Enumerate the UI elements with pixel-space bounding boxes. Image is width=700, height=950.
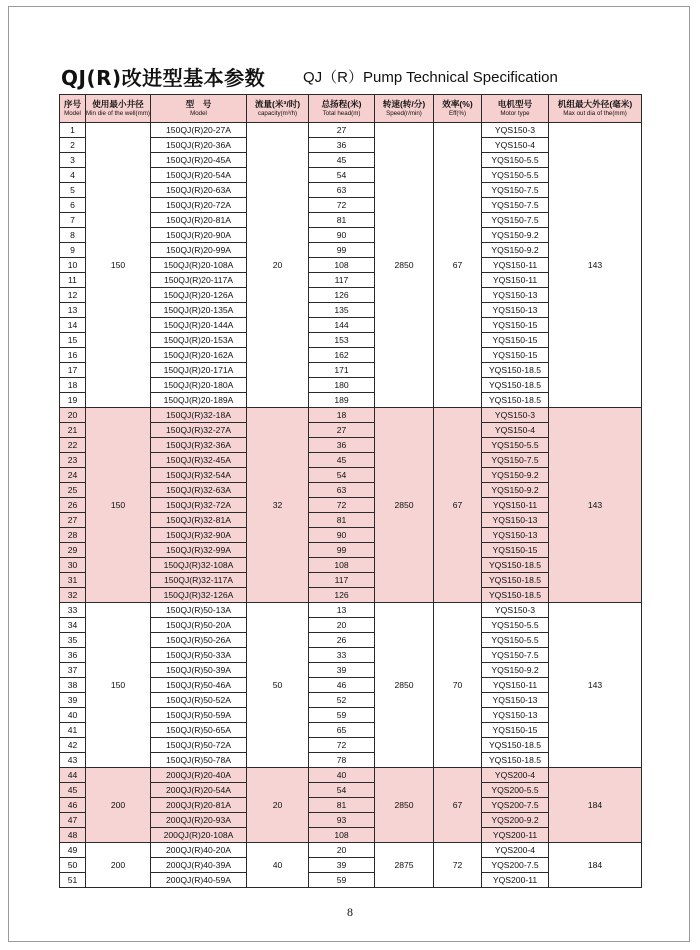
header-cn: 序号 <box>63 99 82 110</box>
cell-total-head: 126 <box>309 288 375 303</box>
cell-model: 150QJ(R)20-108A <box>151 258 247 273</box>
cell-motor-type: YQS200-4 <box>482 843 549 858</box>
cell-index: 11 <box>60 273 86 288</box>
cell-total-head: 36 <box>309 138 375 153</box>
cell-model: 200QJ(R)20-54A <box>151 783 247 798</box>
cell-motor-type: YQS150-4 <box>482 138 549 153</box>
header-row <box>60 95 642 123</box>
cell-total-head: 72 <box>309 498 375 513</box>
header-cn: 总扬程(米) <box>321 99 362 110</box>
cell-motor-type: YQS200-9.2 <box>482 813 549 828</box>
cell-index: 14 <box>60 318 86 333</box>
cell-model: 150QJ(R)20-99A <box>151 243 247 258</box>
cell-index: 49 <box>60 843 86 858</box>
cell-index: 17 <box>60 363 86 378</box>
cell-model: 150QJ(R)20-54A <box>151 168 247 183</box>
cell-index: 34 <box>60 618 86 633</box>
table-row <box>60 768 642 783</box>
cell-min-well: 150 <box>86 603 151 768</box>
header-en: Motor type <box>500 109 530 117</box>
cell-index: 19 <box>60 393 86 408</box>
cell-total-head: 36 <box>309 438 375 453</box>
page-number: 8 <box>347 905 353 919</box>
cell-motor-type: YQS150-5.5 <box>482 438 549 453</box>
cell-motor-type: YQS150-18.5 <box>482 378 549 393</box>
cell-motor-type: YQS150-3 <box>482 603 549 618</box>
cell-model: 150QJ(R)50-65A <box>151 723 247 738</box>
cell-model: 150QJ(R)32-45A <box>151 453 247 468</box>
cell-model: 150QJ(R)20-180A <box>151 378 247 393</box>
cell-max-dia: 184 <box>549 768 642 843</box>
cell-index: 16 <box>60 348 86 363</box>
cell-model: 150QJ(R)20-135A <box>151 303 247 318</box>
cell-motor-type: YQS150-15 <box>482 543 549 558</box>
cell-model: 150QJ(R)20-144A <box>151 318 247 333</box>
cell-model: 150QJ(R)50-13A <box>151 603 247 618</box>
cell-efficiency: 70 <box>434 603 482 768</box>
page-title-english: QJ（R）Pump Technical Specification <box>303 69 558 86</box>
cell-model: 150QJ(R)50-20A <box>151 618 247 633</box>
cell-motor-type: YQS150-13 <box>482 288 549 303</box>
cell-motor-type: YQS150-18.5 <box>482 738 549 753</box>
header-en: Model <box>64 109 81 117</box>
cell-index: 5 <box>60 183 86 198</box>
page-title-chinese: QJ(R)改进型基本参数 <box>61 66 266 90</box>
header-en: Eff(%) <box>448 109 467 117</box>
header-cell <box>247 95 309 123</box>
cell-index: 15 <box>60 333 86 348</box>
cell-min-well: 150 <box>86 408 151 603</box>
cell-model: 150QJ(R)50-33A <box>151 648 247 663</box>
header-en: Max out dia of the(mm) <box>563 109 627 117</box>
cell-model: 150QJ(R)32-63A <box>151 483 247 498</box>
cell-motor-type: YQS200-7.5 <box>482 798 549 813</box>
cell-motor-type: YQS150-13 <box>482 693 549 708</box>
cell-index: 12 <box>60 288 86 303</box>
cell-total-head: 63 <box>309 483 375 498</box>
cell-motor-type: YQS150-5.5 <box>482 153 549 168</box>
pump-spec-table <box>59 94 642 888</box>
cell-index: 38 <box>60 678 86 693</box>
cell-total-head: 13 <box>309 603 375 618</box>
cell-model: 150QJ(R)50-52A <box>151 693 247 708</box>
header-en: Min die of the well(mm) <box>86 109 150 117</box>
cell-total-head: 54 <box>309 168 375 183</box>
cell-total-head: 63 <box>309 183 375 198</box>
cell-index: 20 <box>60 408 86 423</box>
header-cn: 效率(%) <box>442 99 473 110</box>
cell-model: 150QJ(R)20-27A <box>151 123 247 138</box>
cell-index: 41 <box>60 723 86 738</box>
cell-motor-type: YQS150-15 <box>482 723 549 738</box>
cell-index: 32 <box>60 588 86 603</box>
cell-model: 150QJ(R)20-90A <box>151 228 247 243</box>
cell-total-head: 90 <box>309 528 375 543</box>
header-cn: 机组最大外径(毫米) <box>557 99 633 110</box>
header-cell <box>86 95 151 123</box>
header-cn: 流量(米³/时) <box>254 99 301 110</box>
cell-motor-type: YQS150-4 <box>482 423 549 438</box>
cell-motor-type: YQS150-5.5 <box>482 633 549 648</box>
cell-index: 35 <box>60 633 86 648</box>
cell-efficiency: 67 <box>434 768 482 843</box>
cell-model: 150QJ(R)32-36A <box>151 438 247 453</box>
cell-total-head: 59 <box>309 708 375 723</box>
cell-model: 150QJ(R)50-59A <box>151 708 247 723</box>
cell-total-head: 108 <box>309 828 375 843</box>
cell-total-head: 26 <box>309 633 375 648</box>
cell-index: 33 <box>60 603 86 618</box>
cell-total-head: 72 <box>309 738 375 753</box>
cell-total-head: 99 <box>309 243 375 258</box>
cell-motor-type: YQS200-7.5 <box>482 858 549 873</box>
cell-total-head: 117 <box>309 273 375 288</box>
cell-motor-type: YQS150-3 <box>482 123 549 138</box>
cell-model: 150QJ(R)32-81A <box>151 513 247 528</box>
cell-model: 150QJ(R)32-18A <box>151 408 247 423</box>
table-row <box>60 603 642 618</box>
cell-speed: 2850 <box>375 603 434 768</box>
cell-model: 150QJ(R)50-39A <box>151 663 247 678</box>
cell-index: 47 <box>60 813 86 828</box>
cell-total-head: 93 <box>309 813 375 828</box>
cell-motor-type: YQS150-13 <box>482 708 549 723</box>
cell-index: 24 <box>60 468 86 483</box>
cell-index: 42 <box>60 738 86 753</box>
cell-motor-type: YQS150-15 <box>482 333 549 348</box>
cell-motor-type: YQS200-11 <box>482 828 549 843</box>
cell-total-head: 81 <box>309 213 375 228</box>
cell-capacity: 32 <box>247 408 309 603</box>
cell-total-head: 27 <box>309 123 375 138</box>
cell-max-dia: 184 <box>549 843 642 888</box>
cell-motor-type: YQS150-7.5 <box>482 213 549 228</box>
cell-speed: 2850 <box>375 768 434 843</box>
cell-total-head: 171 <box>309 363 375 378</box>
cell-index: 3 <box>60 153 86 168</box>
cell-motor-type: YQS150-9.2 <box>482 228 549 243</box>
cell-motor-type: YQS150-7.5 <box>482 453 549 468</box>
cell-model: 150QJ(R)50-72A <box>151 738 247 753</box>
cell-model: 150QJ(R)32-108A <box>151 558 247 573</box>
cell-max-dia: 143 <box>549 123 642 408</box>
table-body <box>60 123 642 888</box>
cell-total-head: 54 <box>309 783 375 798</box>
table-row <box>60 123 642 138</box>
cell-motor-type: YQS150-7.5 <box>482 198 549 213</box>
cell-min-well: 150 <box>86 123 151 408</box>
cell-total-head: 108 <box>309 558 375 573</box>
cell-total-head: 99 <box>309 543 375 558</box>
header-en: Model <box>190 109 207 117</box>
cell-total-head: 59 <box>309 873 375 888</box>
cell-total-head: 78 <box>309 753 375 768</box>
cell-efficiency: 67 <box>434 408 482 603</box>
cell-total-head: 40 <box>309 768 375 783</box>
cell-model: 150QJ(R)32-72A <box>151 498 247 513</box>
cell-speed: 2875 <box>375 843 434 888</box>
cell-total-head: 153 <box>309 333 375 348</box>
cell-total-head: 46 <box>309 678 375 693</box>
header-cell <box>375 95 434 123</box>
cell-model: 150QJ(R)20-72A <box>151 198 247 213</box>
cell-total-head: 81 <box>309 513 375 528</box>
header-cn: 型 号 <box>185 99 212 110</box>
cell-motor-type: YQS200-5.5 <box>482 783 549 798</box>
cell-model: 150QJ(R)20-189A <box>151 393 247 408</box>
cell-total-head: 117 <box>309 573 375 588</box>
cell-max-dia: 143 <box>549 408 642 603</box>
cell-motor-type: YQS200-11 <box>482 873 549 888</box>
cell-model: 150QJ(R)50-26A <box>151 633 247 648</box>
cell-motor-type: YQS150-18.5 <box>482 393 549 408</box>
cell-index: 28 <box>60 528 86 543</box>
cell-capacity: 20 <box>247 123 309 408</box>
cell-model: 200QJ(R)20-40A <box>151 768 247 783</box>
cell-total-head: 27 <box>309 423 375 438</box>
cell-model: 200QJ(R)40-39A <box>151 858 247 873</box>
cell-total-head: 126 <box>309 588 375 603</box>
cell-motor-type: YQS150-13 <box>482 513 549 528</box>
cell-motor-type: YQS150-13 <box>482 528 549 543</box>
cell-motor-type: YQS150-9.2 <box>482 468 549 483</box>
cell-model: 200QJ(R)40-59A <box>151 873 247 888</box>
cell-motor-type: YQS150-9.2 <box>482 483 549 498</box>
cell-total-head: 18 <box>309 408 375 423</box>
cell-index: 29 <box>60 543 86 558</box>
cell-index: 31 <box>60 573 86 588</box>
cell-total-head: 72 <box>309 198 375 213</box>
cell-index: 27 <box>60 513 86 528</box>
cell-model: 150QJ(R)20-162A <box>151 348 247 363</box>
cell-index: 25 <box>60 483 86 498</box>
header-cell <box>309 95 375 123</box>
cell-index: 10 <box>60 258 86 273</box>
cell-model: 150QJ(R)32-54A <box>151 468 247 483</box>
cell-total-head: 45 <box>309 453 375 468</box>
cell-model: 150QJ(R)32-90A <box>151 528 247 543</box>
cell-motor-type: YQS150-15 <box>482 348 549 363</box>
cell-motor-type: YQS150-18.5 <box>482 558 549 573</box>
cell-index: 46 <box>60 798 86 813</box>
cell-motor-type: YQS150-18.5 <box>482 573 549 588</box>
cell-motor-type: YQS150-11 <box>482 258 549 273</box>
cell-total-head: 45 <box>309 153 375 168</box>
cell-speed: 2850 <box>375 123 434 408</box>
cell-total-head: 81 <box>309 798 375 813</box>
cell-index: 4 <box>60 168 86 183</box>
cell-model: 150QJ(R)20-153A <box>151 333 247 348</box>
cell-model: 150QJ(R)32-99A <box>151 543 247 558</box>
cell-index: 13 <box>60 303 86 318</box>
cell-total-head: 20 <box>309 618 375 633</box>
cell-model: 150QJ(R)32-27A <box>151 423 247 438</box>
cell-index: 37 <box>60 663 86 678</box>
cell-index: 6 <box>60 198 86 213</box>
cell-motor-type: YQS200-4 <box>482 768 549 783</box>
cell-total-head: 189 <box>309 393 375 408</box>
table-row <box>60 408 642 423</box>
header-cell <box>151 95 247 123</box>
cell-index: 9 <box>60 243 86 258</box>
cell-motor-type: YQS150-7.5 <box>482 183 549 198</box>
cell-model: 150QJ(R)50-78A <box>151 753 247 768</box>
cell-model: 200QJ(R)20-81A <box>151 798 247 813</box>
cell-index: 23 <box>60 453 86 468</box>
header-cn: 电机型号 <box>497 99 533 110</box>
cell-total-head: 39 <box>309 858 375 873</box>
cell-model: 150QJ(R)32-117A <box>151 573 247 588</box>
header-en: Speed(r/min) <box>386 109 422 117</box>
cell-index: 48 <box>60 828 86 843</box>
cell-index: 30 <box>60 558 86 573</box>
cell-model: 150QJ(R)20-126A <box>151 288 247 303</box>
cell-index: 36 <box>60 648 86 663</box>
cell-motor-type: YQS150-9.2 <box>482 663 549 678</box>
cell-total-head: 180 <box>309 378 375 393</box>
cell-model: 200QJ(R)40-20A <box>151 843 247 858</box>
cell-motor-type: YQS150-11 <box>482 678 549 693</box>
header-cn: 转速(转/分) <box>382 99 426 110</box>
cell-total-head: 33 <box>309 648 375 663</box>
cell-index: 50 <box>60 858 86 873</box>
cell-index: 39 <box>60 693 86 708</box>
cell-index: 18 <box>60 378 86 393</box>
cell-model: 150QJ(R)20-63A <box>151 183 247 198</box>
cell-motor-type: YQS150-18.5 <box>482 588 549 603</box>
cell-motor-type: YQS150-9.2 <box>482 243 549 258</box>
cell-motor-type: YQS150-7.5 <box>482 648 549 663</box>
cell-index: 40 <box>60 708 86 723</box>
cell-index: 1 <box>60 123 86 138</box>
cell-index: 7 <box>60 213 86 228</box>
cell-speed: 2850 <box>375 408 434 603</box>
header-cell <box>549 95 642 123</box>
cell-model: 150QJ(R)32-126A <box>151 588 247 603</box>
cell-total-head: 20 <box>309 843 375 858</box>
cell-total-head: 162 <box>309 348 375 363</box>
cell-motor-type: YQS150-18.5 <box>482 363 549 378</box>
cell-capacity: 40 <box>247 843 309 888</box>
cell-capacity: 20 <box>247 768 309 843</box>
cell-min-well: 200 <box>86 843 151 888</box>
cell-index: 22 <box>60 438 86 453</box>
cell-min-well: 200 <box>86 768 151 843</box>
cell-capacity: 50 <box>247 603 309 768</box>
table-row <box>60 843 642 858</box>
header-en: capacity(m³/h) <box>257 109 298 117</box>
cell-index: 44 <box>60 768 86 783</box>
cell-motor-type: YQS150-11 <box>482 498 549 513</box>
cell-model: 150QJ(R)20-81A <box>151 213 247 228</box>
cell-model: 150QJ(R)20-36A <box>151 138 247 153</box>
cell-index: 43 <box>60 753 86 768</box>
header-cell <box>434 95 482 123</box>
cell-motor-type: YQS150-18.5 <box>482 753 549 768</box>
cell-model: 200QJ(R)20-93A <box>151 813 247 828</box>
cell-model: 150QJ(R)20-45A <box>151 153 247 168</box>
cell-max-dia: 143 <box>549 603 642 768</box>
cell-motor-type: YQS150-13 <box>482 303 549 318</box>
cell-model: 150QJ(R)20-117A <box>151 273 247 288</box>
cell-total-head: 144 <box>309 318 375 333</box>
cell-index: 8 <box>60 228 86 243</box>
header-cell <box>60 95 86 123</box>
header-en: Total head(m) <box>322 109 361 117</box>
cell-motor-type: YQS150-11 <box>482 273 549 288</box>
cell-efficiency: 67 <box>434 123 482 408</box>
header-cell <box>482 95 549 123</box>
cell-motor-type: YQS150-15 <box>482 318 549 333</box>
cell-total-head: 90 <box>309 228 375 243</box>
cell-motor-type: YQS150-5.5 <box>482 618 549 633</box>
cell-total-head: 52 <box>309 693 375 708</box>
header-cn: 使用最小井径 <box>92 99 144 110</box>
cell-total-head: 54 <box>309 468 375 483</box>
cell-motor-type: YQS150-3 <box>482 408 549 423</box>
cell-index: 45 <box>60 783 86 798</box>
cell-motor-type: YQS150-5.5 <box>482 168 549 183</box>
cell-model: 150QJ(R)50-46A <box>151 678 247 693</box>
cell-total-head: 39 <box>309 663 375 678</box>
cell-total-head: 65 <box>309 723 375 738</box>
cell-index: 26 <box>60 498 86 513</box>
cell-index: 51 <box>60 873 86 888</box>
cell-index: 21 <box>60 423 86 438</box>
cell-total-head: 135 <box>309 303 375 318</box>
cell-index: 2 <box>60 138 86 153</box>
cell-efficiency: 72 <box>434 843 482 888</box>
cell-total-head: 108 <box>309 258 375 273</box>
cell-model: 200QJ(R)20-108A <box>151 828 247 843</box>
cell-model: 150QJ(R)20-171A <box>151 363 247 378</box>
